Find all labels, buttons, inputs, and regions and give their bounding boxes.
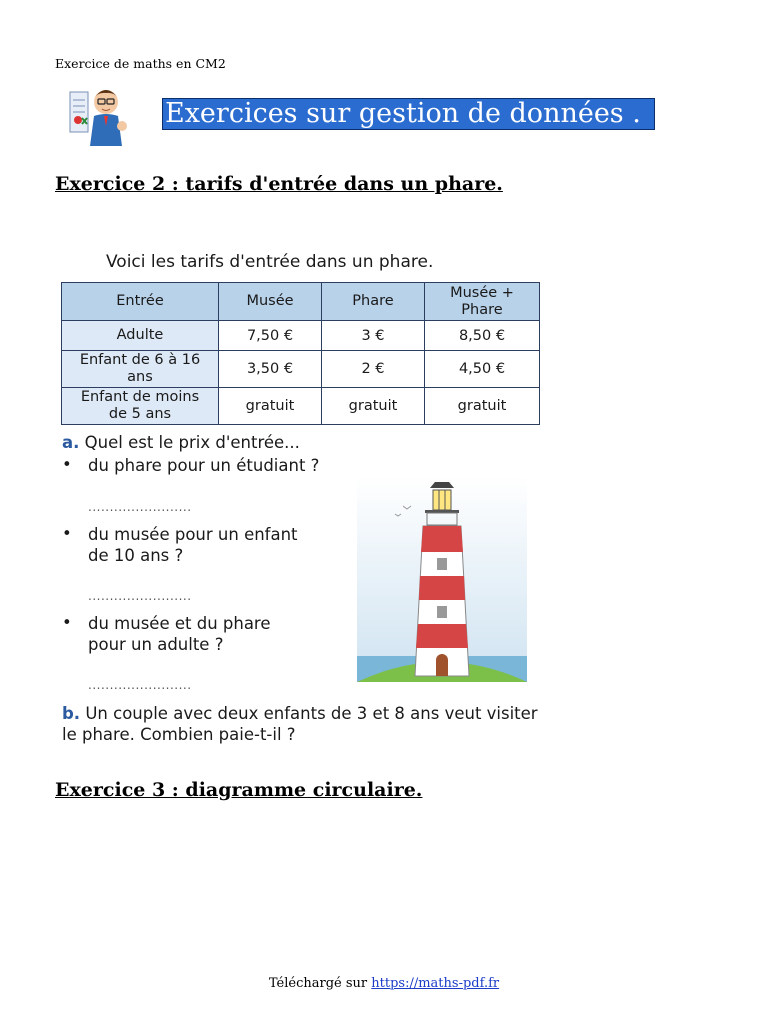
table-row-label: Adulte — [62, 321, 219, 351]
table-cell: gratuit — [219, 388, 322, 425]
table-header: Musée + Phare — [425, 283, 540, 321]
exercise-3-heading: Exercice 3 : diagramme circulaire. — [55, 779, 423, 801]
question-b-letter: b. — [62, 704, 81, 723]
table-cell: 7,50 € — [219, 321, 322, 351]
table-row-label: Enfant de 6 à 16 ans — [62, 351, 219, 388]
exercise-intro: Voici les tarifs d'entrée dans un phare. — [106, 252, 434, 272]
table-cell: 2 € — [322, 351, 425, 388]
table-cell: gratuit — [322, 388, 425, 425]
question-a-item-line: pour un adulte ? — [88, 635, 224, 654]
question-a-letter: a. — [62, 433, 80, 452]
table-header: Phare — [322, 283, 425, 321]
answer-line: ........................ — [88, 589, 192, 603]
table-header: Entrée — [62, 283, 219, 321]
page-title: Exercices sur gestion de données . — [162, 98, 655, 130]
lighthouse-illustration — [357, 476, 527, 682]
table-row-label: Enfant de moins de 5 ans — [62, 388, 219, 425]
table-cell: 3 € — [322, 321, 425, 351]
footer — [0, 976, 768, 991]
table-cell: 3,50 € — [219, 351, 322, 388]
footer-link[interactable]: https://maths-pdf.fr — [371, 976, 500, 991]
table-cell: 8,50 € — [425, 321, 540, 351]
bullet: • — [62, 613, 72, 632]
tariff-table — [61, 282, 540, 425]
footer-text: Téléchargé sur — [268, 976, 372, 991]
table-header: Musée — [219, 283, 322, 321]
question-a-item-1 — [88, 455, 319, 476]
question-b-text: Un couple avec deux enfants de 3 et 8 ans veut visiter le phare. Combien paie-t-il ? — [62, 704, 538, 744]
question-a-item-2 — [88, 524, 298, 566]
table-row — [62, 351, 540, 388]
question-a — [62, 433, 300, 452]
teacher-mascot-illustration — [64, 82, 132, 148]
answer-line: ........................ — [88, 678, 192, 692]
table-cell: 4,50 € — [425, 351, 540, 388]
exercise-2-heading: Exercice 2 : tarifs d'entrée dans un phare. — [55, 173, 503, 195]
question-a-item-line: de 10 ans ? — [88, 546, 184, 565]
table-row — [62, 321, 540, 351]
answer-line: ........................ — [88, 500, 192, 514]
header-note: Exercice de maths en CM2 — [55, 56, 226, 71]
question-a-item-line: du phare pour un étudiant ? — [88, 456, 320, 475]
question-a-item-3 — [88, 613, 271, 655]
bullet: • — [62, 524, 72, 543]
question-b — [62, 703, 542, 745]
table-cell: gratuit — [425, 388, 540, 425]
question-a-item-line: du musée pour un enfant — [88, 525, 298, 544]
question-a-item-line: du musée et du phare — [88, 614, 271, 633]
table-row — [62, 388, 540, 425]
bullet: • — [62, 455, 72, 474]
table-header-row — [62, 283, 540, 321]
question-a-text: Quel est le prix d'entrée... — [84, 433, 300, 452]
